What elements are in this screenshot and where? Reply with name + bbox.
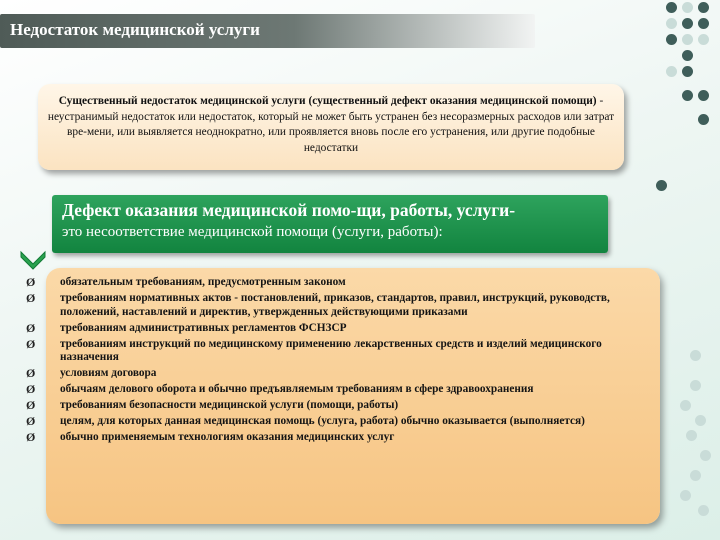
decorative-dot — [695, 415, 706, 426]
decorative-dot — [682, 2, 693, 13]
list-item-text: требованиям инструкций по медицинскому применению лекарственных средств и изделий медицинского назначения — [60, 337, 602, 364]
decorative-dot — [700, 450, 711, 461]
list-item — [24, 399, 648, 413]
decorative-dot — [690, 470, 701, 481]
decorative-dot — [682, 50, 693, 61]
list-item-text: требованиям административных регламентов ФСНЗСР — [60, 321, 347, 334]
arrow-bullet-icon: Ø — [26, 275, 36, 289]
decorative-dot — [680, 490, 691, 501]
list-item-text: требованиям безопасности медицинской услуги (помощи, работы) — [60, 399, 399, 412]
list-item — [24, 415, 648, 429]
title-bar — [0, 14, 535, 48]
decorative-dot — [682, 90, 693, 101]
decorative-dot — [666, 2, 677, 13]
decorative-dot — [690, 350, 701, 361]
decorative-dot — [666, 34, 677, 45]
list-item-text: обычаям делового оборота и обычно предъявляемым требованиям в сфере здравоохранения — [60, 383, 534, 396]
decorative-dot — [682, 18, 693, 29]
list-item — [24, 322, 648, 336]
arrow-bullet-icon: Ø — [26, 320, 36, 335]
list-item-text: целям, для которых данная медицинская помощь (услуга, работа) обычно оказывается (выполняется) — [60, 415, 585, 428]
decorative-dots — [660, 0, 720, 540]
list-item-text: обычно применяемым технологиям оказания медицинских услуг — [60, 431, 395, 444]
list-item — [24, 431, 648, 445]
defect-subheading: это несоответствие медицинской помощи (услуги, работы): — [62, 224, 443, 240]
decorative-dot — [690, 380, 701, 391]
arrow-bullet-icon: Ø — [26, 382, 36, 397]
list-item — [24, 338, 648, 365]
list-item-text: условиям договора — [60, 367, 157, 380]
defect-heading: Дефект оказания медицинской помо-щи, работы, услуги- — [62, 200, 516, 220]
arrow-bullet-icon: Ø — [26, 398, 36, 413]
definition-term: Существенный недостаток медицинской услуги (существенный дефект оказания медицинской помощи) — [58, 95, 597, 107]
page-title: Недостаток медицинской услуги — [10, 20, 260, 39]
decorative-dot — [656, 180, 667, 191]
arrow-bullet-icon: Ø — [26, 290, 36, 305]
arrow-bullet-icon: Ø — [26, 366, 36, 381]
decorative-dot — [698, 34, 709, 45]
decorative-dot — [686, 430, 697, 441]
decorative-dot — [682, 66, 693, 77]
decorative-dot — [680, 400, 691, 411]
decorative-dot — [698, 90, 709, 101]
decorative-dot — [666, 18, 677, 29]
decorative-dot — [698, 18, 709, 29]
decorative-dot — [682, 34, 693, 45]
arrow-bullet-icon: Ø — [26, 414, 36, 429]
list-item — [24, 276, 648, 290]
requirements-list — [24, 276, 648, 447]
decorative-dot — [698, 114, 709, 125]
decorative-dot — [698, 505, 709, 516]
list-item-text: обязательным требованиям, предусмотренным законом — [60, 276, 346, 288]
arrow-bullet-icon: Ø — [26, 430, 36, 445]
decorative-dot — [666, 66, 677, 77]
definition-text: - неустранимый недостаток или недостаток, который не может быть устранен без несоразмерных расходов или затрат вре-мени, или выявляется неоднократно, или проявляется вновь после его устранения, или другие подобные недостатки — [47, 95, 615, 154]
defect-heading-box — [52, 195, 608, 253]
chevron-down-icon — [18, 244, 48, 274]
list-item-text: требованиям нормативных актов - постановлений, приказов, стандартов, правил, инструкций, руководств, положений, наставлений и директив, утвержденных действующими приказами — [60, 291, 610, 318]
list-item — [24, 292, 648, 319]
decorative-dot — [698, 2, 709, 13]
list-item — [24, 367, 648, 381]
list-item — [24, 383, 648, 397]
arrow-bullet-icon: Ø — [26, 336, 36, 351]
definition-box — [38, 84, 624, 170]
